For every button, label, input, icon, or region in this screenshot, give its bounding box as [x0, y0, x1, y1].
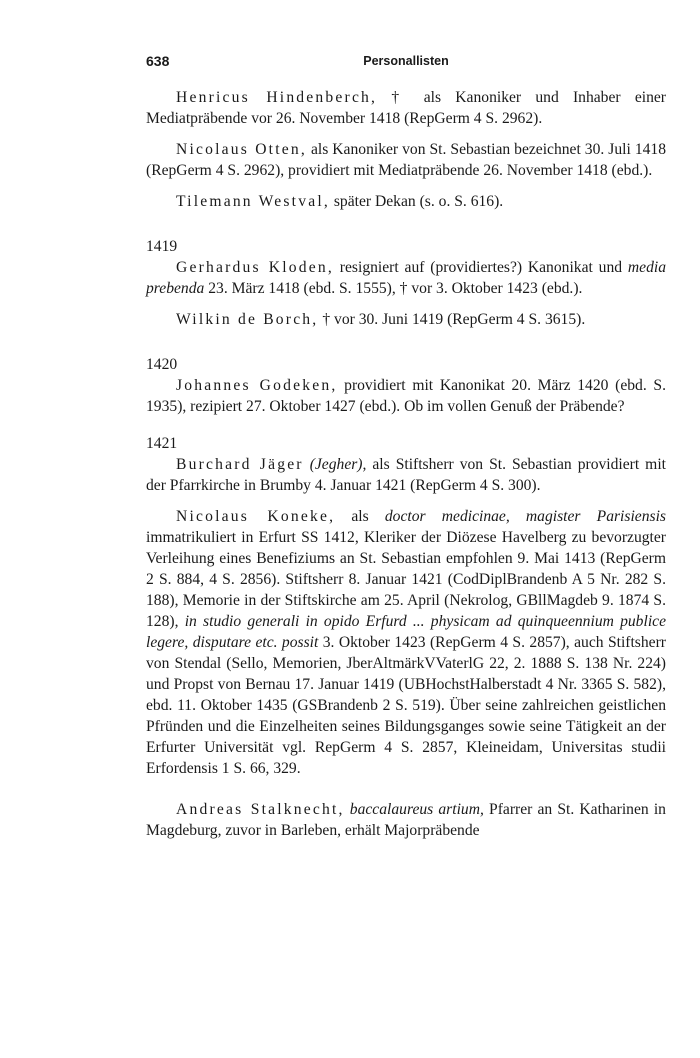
person-name: Gerhardus Kloden,: [176, 259, 334, 276]
year-heading-1421: 1421: [146, 435, 178, 452]
entry-text: später Dekan (s. o. S. 616).: [329, 193, 504, 210]
entry-henricus-hindenberch: [146, 87, 666, 129]
entry-johannes-godeken: [146, 375, 666, 417]
entry-text: resigniert auf (providiertes?) Kanonikat und: [333, 259, 628, 276]
entry-text: 23. März 1418 (ebd. S. 1555), † vor 3. Oktober 1423 (ebd.).: [204, 280, 583, 297]
latin-phrase: baccalaureus artium,: [349, 801, 484, 818]
entry-text: providiert mit Kanonikat 20. März 1420 (ebd. S. 1935), rezipiert 27. Oktober 1427 (ebd.). Ob im vollen Genuß der Präbende?: [146, 377, 667, 415]
entry-text: als Kanoniker von St. Sebastian bezeichnet 30. Juli 1418 (RepGerm 4 S. 2962), providiert mit Mediatpräbende 26. November 1418 (ebd.).: [146, 141, 667, 179]
person-name: Andreas Stalknecht,: [176, 801, 345, 818]
latin-phrase: (Jegher),: [309, 456, 367, 473]
entry-nicolaus-otten: [146, 139, 666, 181]
entry-burchard-jaeger: [146, 454, 666, 496]
year-heading-1419: 1419: [146, 238, 178, 255]
entry-gerhardus-kloden: [146, 257, 666, 299]
entry-text: † vor 30. Juni 1419 (RepGerm 4 S. 3615).: [318, 311, 586, 328]
entry-text: als Stiftsherr von St. Sebastian providiert mit der Pfarrkirche in Brumby 4. Januar 1421 (RepGerm 4 S. 300).: [146, 456, 666, 494]
person-name: Tilemann Westval,: [176, 193, 330, 210]
entry-text: † als Kanoniker und Inhaber einer Mediatpräbende vor 26. November 1418 (RepGerm 4 S. 2962).: [146, 89, 666, 127]
page-number: 638: [146, 53, 170, 69]
person-name: Burchard Jäger: [176, 456, 304, 473]
page-body: [146, 87, 666, 851]
person-name: Nicolaus Koneke,: [176, 508, 336, 525]
latin-quotation: in studio generali in opido Erfurd ... physicam ad quinqueennium publice legere, disputare etc. possit: [146, 613, 666, 651]
entry-text: immatrikuliert in Erfurt SS 1412, Kleriker der Diözese Havelberg zu bevorzugter Verleihung eines Benefiziums an St. Sebastian empfohlen 9. Mai 1413 (RepGerm 2 S. 884, 4 S. 2856). Stiftsherr 8. Januar 1421 (CodDiplBrandenb A 5 Nr. 282 S. 188), Memorie in der Stiftskirche am 25. April (Nekrolog, GBllMagdeb 9. 1874 S. 128),: [146, 529, 666, 630]
entry-tilemann-westval: [146, 191, 666, 212]
entry-text: Pfarrer an St. Katharinen in Magdeburg, zuvor in Barleben, erhält Majorpräbende: [146, 801, 666, 839]
entry-wilkin-de-borch: [146, 309, 666, 330]
year-heading-1420: 1420: [146, 356, 178, 373]
entry-nicolaus-koneke: [146, 506, 666, 779]
person-name: Nicolaus Otten,: [176, 141, 307, 158]
page-header: [146, 53, 666, 73]
entry-andreas-stalknecht: [146, 799, 666, 841]
latin-phrase: media prebenda: [146, 259, 666, 297]
person-name: Wilkin de Borch,: [176, 311, 319, 328]
entry-text: 3. Oktober 1423 (RepGerm 4 S. 2857), auch Stiftsherr von Stendal (Sello, Memorien, JberAltmärkVVaterlG 22, 2. 1888 S. 138 Nr. 224) und Propst von Bernau 17. Januar 1419 (UBHochstHalberstadt 4 Nr. 3365 S. 582), ebd. 11. Oktober 1435 (GSBrandenb 2 S. 519). Über seine zahlreichen geistlichen Pfründen und die Einzelheiten seines Bildungsganges sowie seine Tätigkeit an der Erfurter Universität vgl. RepGerm 4 S. 2857, Kleineidam, Universitas studii Erfordensis 1 S. 66, 329.: [146, 634, 666, 777]
latin-phrase: doctor medicinae, magister Parisiensis: [384, 508, 666, 525]
person-name: Henricus Hindenberch,: [176, 89, 378, 106]
running-head: Personallisten: [363, 54, 449, 68]
entry-text: als: [335, 508, 385, 525]
person-name: Johannes Godeken,: [176, 377, 338, 394]
